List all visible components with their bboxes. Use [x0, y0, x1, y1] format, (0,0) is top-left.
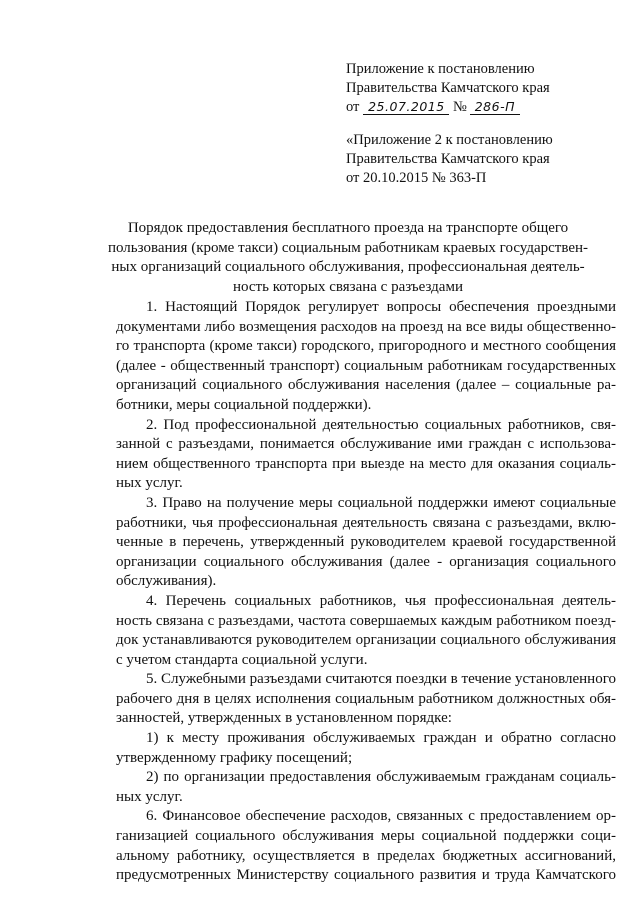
body-line: организации социального обслуживания (далее - организация социального	[116, 553, 616, 570]
body-line: ность связана с разъездами, частота совершаемых каждым работником поезд-	[116, 612, 616, 629]
body-line: занностей, утвержденных в установленном порядке:	[116, 710, 452, 727]
body-line: док устанавливаются руководителем организации социального обслуживания	[116, 632, 616, 649]
appendix-title: Приложение к постановлению	[346, 61, 535, 77]
body-line: предусмотренных Министерству социального развития и труда Камчатского	[116, 867, 616, 884]
body-line: утвержденному графику посещений;	[116, 749, 353, 766]
body-line: 6. Финансовое обеспечение расходов, связанных с предоставлением ор-	[146, 808, 616, 825]
body-line: ганизацией социального обслуживания меры социальной поддержки соци-	[116, 828, 616, 845]
handwritten-number: 286-П	[470, 99, 520, 115]
body-line: (далее - общественный транспорт) социальным работникам государственных	[116, 357, 616, 374]
title-line: пользования (кроме такси) социальным работникам краевых государствен-	[107, 239, 589, 256]
body-line: ченные в перечень, утвержденный руководителем краевой государственной	[116, 534, 616, 551]
body-line: ботники, меры социальной поддержки).	[116, 396, 372, 413]
body-line: 1. Настоящий Порядок регулирует вопросы обеспечения проездными	[146, 299, 616, 315]
from-prefix: от	[346, 99, 360, 115]
body-line: 2) по организации предоставления обслуживаемым гражданам социаль-	[146, 769, 616, 786]
body-line: обслуживания).	[116, 573, 217, 590]
appendix-issuer: Правительства Камчатского края	[346, 80, 550, 96]
title-line: ных организаций социального обслуживания, профессиональная деятель-	[111, 259, 585, 275]
appendix-header-prior	[346, 131, 616, 188]
body-line: 4. Перечень социальных работников, чья профессиональная деятель-	[146, 592, 616, 609]
handwritten-date: 25.07.2015	[363, 99, 449, 115]
body-line: с учетом стандарта социальной услуги.	[116, 651, 368, 668]
body-line: рабочего дня в целях исполнения социальным работником должностных обя-	[116, 690, 616, 707]
title-line: Порядок предоставления бесплатного проезда на транспорте общего	[127, 220, 569, 236]
body-line: организаций социального обслуживания населения (далее – социальные ра-	[116, 377, 616, 394]
prior-appendix-date: от 20.10.2015 № 363-П	[346, 170, 487, 186]
body-line: 2. Под профессиональной деятельностью социальных работников, свя-	[146, 416, 616, 433]
document-body	[116, 298, 616, 886]
title-line: ность которых связана с разъездами	[233, 278, 463, 295]
body-line: документами либо возмещения расходов на проезд на все виды общественно-	[116, 318, 616, 335]
body-line: 3. Право на получение меры социальной поддержки имеют социальные	[146, 494, 616, 511]
body-line: ных услуг.	[116, 788, 183, 805]
prior-appendix-issuer: Правительства Камчатского края	[346, 151, 550, 167]
body-line: го транспорта (кроме такси) городского, пригородного и местного сообщения	[116, 338, 616, 355]
body-line: 1) к месту проживания обслуживаемых граждан и обратно согласно	[146, 730, 616, 747]
body-line: работники, чья профессиональная деятельность связана с разъездами, вклю-	[116, 514, 616, 531]
prior-appendix-title: «Приложение 2 к постановлению	[346, 132, 553, 148]
body-line: ных услуг.	[116, 475, 183, 492]
body-line: альному работнику, осуществляется в пределах бюджетных ассигнований,	[116, 847, 616, 864]
document-title	[88, 219, 608, 297]
body-line: занной с разъездами, понимается обслуживание ими граждан с использова-	[116, 436, 616, 453]
appendix-header-current	[346, 60, 616, 117]
number-sign: №	[453, 99, 467, 115]
appendix-date-line	[346, 98, 616, 117]
body-line: нием общественного транспорта при выезде на место для оказания социаль-	[116, 455, 616, 472]
body-line: 5. Служебными разъездами считаются поездки в течение установленного	[146, 671, 616, 688]
